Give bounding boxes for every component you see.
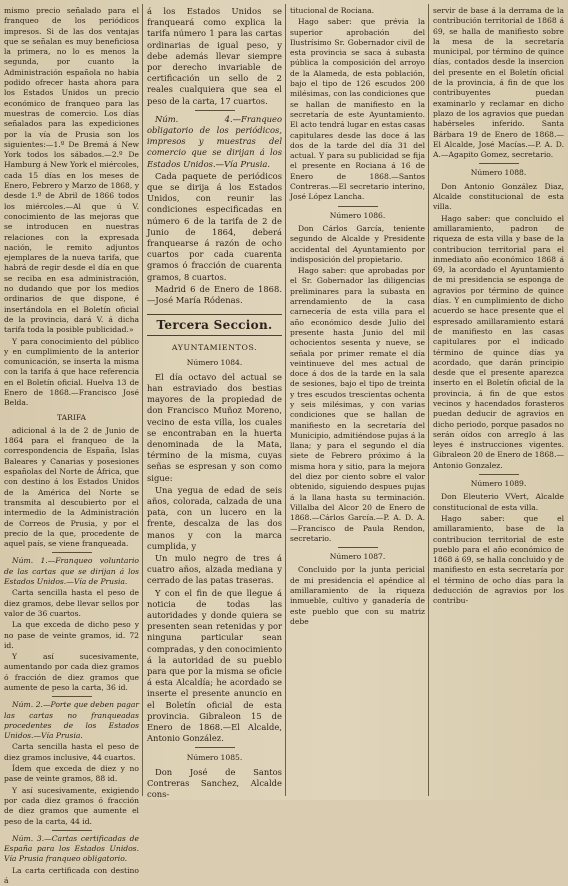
paragraph: Y así sucesivamente, aumentando por cada diez gramos ó fracción de diez gramos que aumente de peso la carta, 36 id. [4,652,139,692]
separator [195,747,235,748]
paragraph: Cada paquete de periódicos que se dirija á los Estados Unidos, con reunir las condiciones especificadas en número 6 de la tarifa de 2 de Junio de 1864, deberá franquearse á razón de ocho cuartos por cada cuarenta gramos ó fracción de cuarenta gramos, 8 cuartos. [147,170,282,282]
paragraph: titucional de Rociana. [290,6,375,15]
separator [195,110,235,111]
paragraph: La que exceda de dicho peso y no pase de veinte gramos, id. 72 id. [4,620,139,650]
separator [52,696,92,697]
paragraph: Ídem que exceda de diez y no pase de veinte gramos, 88 id. [4,764,139,784]
paragraph: El día octavo del actual se han estraviado dos bestias mayores de la propiedad de don Francisco Muñoz Moreno, vecino de esta villa, los cuales se encontraban en la huerta denominada de la Mata, término de la misma, cuyas señas se espresan y son como sigue: [147,371,282,483]
paragraph: La carta certificada con destino á [4,865,139,886]
separator [52,552,92,553]
paragraph: Y con el fin de que llegue á noticia de todas las autoridades y donde quiera se presenten sean retenidas y por ninguna particular sean compradas, y den conocimiento á la autoridad de su pueblo para que por la misma se oficie á esta Alcaldía; he acordado se inserte el presente anuncio en el Boletín oficial de esta provincia. Gibraleon 15 de Enero de 1868.—El Alcalde, Antonio González. [147,587,282,744]
separator [338,206,378,207]
column-rule [428,4,429,796]
paragraph: Carta sencilla hasta el peso de diez gramos, debe llevar sellos por valor de 36 cuartos. [4,588,139,618]
column-1 [4,6,139,886]
paragraph: Hago saber: que aprobadas por el Sr. Gobernador las diligencias preliminares para la subasta en arrendamiento de la casa carnecería de esta villa para el año económico desde Julio del presente hasta Junio del mil ochocientos sesenta y nueve, se señala por primer remate el día veintinueve del mes actual de doce á dos de la tarde en la sala de sesiones, bajo el tipo de treinta y tres escudos trescientas ochenta y seis milésimas, y con varias condiciones que se hallan de manifiesto en la secretaría del Municipio, admitiéndose pujas á la llana; y para el segundo el día siete de Febrero próximo á la misma hora y sitio, para la mejora del diez por ciento sobre el valor obtenido, siguiendo despues pujas á la llana hasta su terminación. Villalba del Alcor 20 de Enero de 1868.—Cárlos García.—P. A. D. A.—Francisco de Paula Rendon, secretario. [290,266,425,543]
paragraph: Y así sucesivamente, exigiendo por cada diez gramos ó fracción de diez gramos que aumente el peso de la carta, 44 id. [4,785,139,826]
column-4 [433,6,564,794]
separator [479,163,519,164]
paragraph: Hago saber: que prévia la superior aprobación del Ilustrísimo Sr. Gobernador civil de esta provincia se saca á subasta pública la composición del arroyo de la Alameda, de esta población, bajo el tipo de 126 escudos 200 milésimas, con las condiciones que se hallan de manifiesto en la secretaría de este Ayuntamiento. El acto tendrá lugar en estas casas capitulares desde las doce á las dos de la tarde del día 31 del actual. Y para su publicidad se fija el presente en Rociana á 16 de Enero de 1868.—Santos Contreras.—El secretario interino, José López Lancha. [290,17,426,202]
column-2 [147,6,282,799]
notice-number: Número 1088. [470,168,527,178]
paragraph: mismo precio señalado para el franqueo de los periódicos impresos. Si de las dos ventajas que se señalan es muy beneficiosa la primera, no lo es menos la segunda, por cuanto la Administración española no habia podido ofrecer hasta ahora para los Estados Unidos un precio económico de franqueo para las muestras de comercio. Los días señalados para las expediciones por la vía de Prusia son los siguientes:—1.º De Bremá á New York todos los sábados.—2.º De Hamburg á New York el miércoles, cada 15 días en los meses de Enero, Febrero y Marzo de 1868, y desde 1.º de Abril de 1866 todos los miércoles.—Al que ú V. conocimiento de las mejoras que se introducen en nuestras relaciones con la expresada nación, le remito adjuntos ejemplares de la nueva tarifa, que habrá de regir desde el día en que se reciba en esa administración, no dudando que por los medios ordinarios de que dispone, é insertándola en el Boletín oficial de la provincia, dará V. á dicha tarifa toda la posible publicidad.» [4,6,139,335]
tariff-item-heading: Núm. 2.—Porte que deben pagar las cartas no franqueadas procedentes de los Estados Unidos.—Vía Prusia. [4,700,139,741]
paragraph: Carta sencilla hasta el peso de diez gramos inclusive, 44 cuartos. [4,742,139,762]
section-title: Tercera Seccion. [147,314,282,336]
column-rule [285,4,286,796]
column-rule [142,4,143,796]
paragraph: Y para conocimiento del público y en cumplimiento de la anterior comunicación, se inserta la misma con la tarifa á que hace referencia en el Boletín oficial. Huelva 13 de Enero de 1868.—Francisco José Belda. [4,336,139,408]
tarifa-heading: TARIFA [57,412,86,422]
tariff-item-heading: Núm. 3.—Cartas certificadas de España para los Estados Unidos. Vía Prusia franqueo obligatorio. [4,833,139,864]
signature-line: Madrid 6 de Enero de 1868.—José María Ródenas. [147,283,282,306]
separator [338,547,378,548]
paragraph: adicional á la de 2 de Junio de 1864 para el franqueo de la correspondencia de España, Islas Baleares y Canarias y posesiones españolas del Norte de África, que con destino á los Estados Unidos de la América del Norte se transmita al descubierto por el intermedio de la Administración de Correos de Prusia, y por el precio de la que, procedente de aquel país, se viene franqueada. [4,425,139,549]
paragraph: Hago saber: que concluido el amillaramiento, padron de riqueza de esta villa y base de la contribucion territorial para el inmediato año económico 1868 á 69, la acordado el Ayuntamiento de mi presidencia se esponga de agravios por término de quince días. Y en cumplimiento de dicho acuerdo se hace presente que el espresado amillaramiento estará de manifiesto en las casas capitulares por el indicado término de quince días ya acordado, que darán principio desde que el presente aparezca inserto en el Boletín oficial de la provincia, á fin de que estos vecinos y hacendados forasteros puedan deducir de agravios en dicho periodo, porque pasados no serán oídos con arreglo á las leyes é instrucciones vigentes. Gibraleon 20 de Enero de 1868.—Antonio Gonzalez. [433,213,564,470]
paragraph: Hago saber: que el amillaramiento, base de la contribucion territorial de este pueblo para el año económico de 1868 á 69, se halla concluido y de manifiesto en esta secretaría por el término de ocho días para la deducción de agravios por los contribu- [433,513,564,606]
notice-number: Número 1084. [186,358,243,368]
paragraph: Don José de Santos Contreras Sanchez, Alcalde cons- [147,766,282,799]
column-3 [290,6,425,794]
paragraph: servir de base á la derrama de la contribución territorial de 1868 á 69, se halla de manifiesto sobre la mesa de la secretaría municipal, por término de quince días, contados desde la insercion del presente en el Boletín oficial de la provincia, á fin de que los contribuyentes puedan examinarlo y reclamar en dicho plazo de los agravios que puedan habérseles inferido. Santa Bárbara 19 de Enero de 1868.—El Alcalde, José Macías.—P. A. D. A.—Agapito Gomez, secretario. [433,6,564,160]
notice-number: Número 1085. [186,753,243,763]
section-subtitle: AYUNTAMIENTOS. [171,343,258,353]
paragraph: Don Eleuterio VVert, Alcalde constitucional de esta villa. [433,492,564,512]
paragraph: Don Cárlos García, teniente segundo de Alcalde y Presidente accidental del Ayuntamiento por indisposición del propietario. [290,223,425,264]
paragraph: Un mulo negro de tres á cuatro años, alzada mediana y cerrado de las patas traseras. [147,552,282,586]
separator [479,474,519,475]
notice-number: Número 1087. [329,552,386,562]
separator [52,830,92,831]
paragraph: Una yegua de edad de seis años, colorada, calzada de una pata, con un lucero en la frente, descalza de las dos manos y con la marca cumplida, y [147,484,282,551]
tariff-item-heading: Núm. 4.—Franqueo obligatorio de los periódicos, impresos y muestras del comercio que se dirijan á los Estados Unidos.—Vía Prusia. [147,113,282,169]
tariff-item-heading: Núm. 1.—Franqueo voluntario de las cartas que se dirijan á los Estados Unidos.—Vía de Prusia. [4,556,139,587]
notice-number: Número 1089. [470,479,527,489]
paragraph: á los Estados Unidos se franqueará como explica la tarifa número 1 para las cartas ordinarias de igual peso, y debe además llevar siempre por derecho invariable de certificación un sello de 2 reales cualquiera que sea el peso de la carta, 17 cuartos. [147,6,282,106]
paragraph: Don Antonio González Diaz, Alcalde constitucional de esta villa. [433,181,564,212]
notice-number: Número 1086. [329,210,386,220]
paragraph: Concluido por la junta pericial de mi presidencia el apéndice al amillaramiento de la riqueza inmueble, cultivo y ganadería de este pueblo que con su matriz debe [290,565,425,626]
